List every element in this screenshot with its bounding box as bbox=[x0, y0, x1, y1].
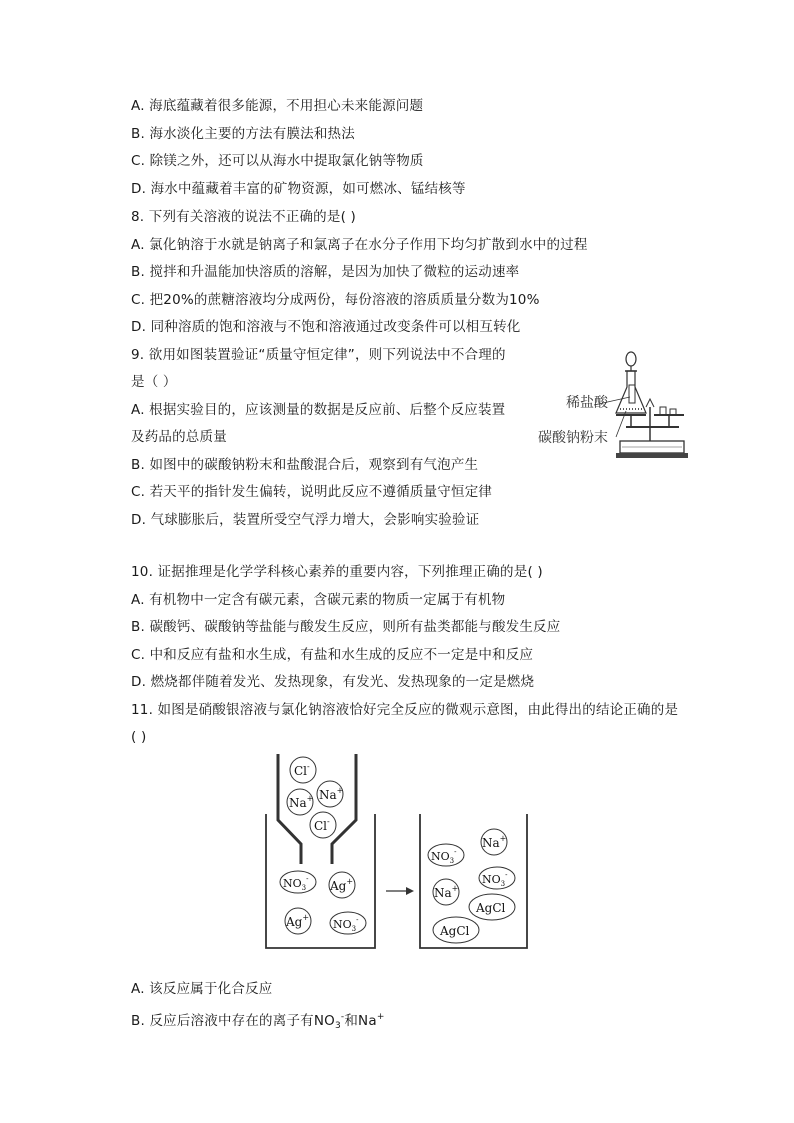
svg-text:Na+: Na+ bbox=[319, 786, 344, 802]
svg-text:NO3-: $NO_3^-$ bbox=[431, 848, 457, 865]
q9-figure bbox=[534, 347, 704, 465]
q9-option-d: D. 气球膨胀后，装置所受空气浮力增大，会影响实验验证 bbox=[131, 512, 480, 528]
q11-option-b-and: 和Na bbox=[344, 1013, 377, 1029]
balance-flask-diagram bbox=[534, 347, 704, 465]
right-beaker bbox=[420, 814, 527, 948]
q9-stem-line1: 9. 欲用如图装置验证“质量守恒定律”，则下列说法中不合理的 bbox=[131, 347, 506, 363]
q11-option-b-sub: 3 bbox=[334, 1021, 341, 1031]
label-sodium-carbonate: 碳酸钠粉末 bbox=[538, 430, 608, 446]
q11-option-b bbox=[131, 1008, 385, 1035]
q10-option-d: D. 燃烧都伴随着发光、发热现象，有发光、发热现象的一定是燃烧 bbox=[131, 674, 535, 690]
reaction-micro-diagram bbox=[262, 752, 532, 952]
svg-text:Ag+: Ag+ bbox=[330, 877, 354, 893]
q11-option-b-sup2: + bbox=[376, 1012, 385, 1022]
q11-stem-line2: ( ) bbox=[131, 729, 147, 745]
q8-option-d: D. 同种溶质的饱和溶液与不饱和溶液通过改变条件可以相互转化 bbox=[131, 319, 521, 335]
svg-text:NO3-: $NO_3^-$ bbox=[482, 871, 508, 888]
q8-option-c: C. 把20%的蔗糖溶液均分成两份，每份溶液的溶质质量分数为10% bbox=[131, 292, 540, 308]
dropper-right-wall bbox=[332, 754, 356, 864]
q10-option-c: C. 中和反应有盐和水生成，有盐和水生成的反应不一定是中和反应 bbox=[131, 647, 534, 663]
q9-option-a-line1: A. 根据实验目的，应该测量的数据是反应前、后整个反应装置 bbox=[131, 402, 506, 418]
svg-text:NO3-: $NO_3^-$ bbox=[333, 916, 359, 933]
flask-icon bbox=[616, 371, 646, 413]
q11-option-b-sup1: - bbox=[340, 1012, 345, 1022]
q9-option-a-line2: 及药品的总质量 bbox=[131, 429, 227, 445]
q7-option-d: D. 海水中蕴藏着丰富的矿物资源，如可燃冰、锰结核等 bbox=[131, 181, 466, 197]
balloon-icon bbox=[626, 352, 636, 366]
svg-text:AgCl: AgCl bbox=[476, 901, 506, 915]
q10-option-a: A. 有机物中一定含有碳元素，含碳元素的物质一定属于有机物 bbox=[131, 592, 506, 608]
q10-option-b: B. 碳酸钙、碳酸钠等盐能与酸发生反应，则所有盐类都能与酸发生反应 bbox=[131, 619, 561, 635]
q7-option-b: B. 海水淡化主要的方法有膜法和热法 bbox=[131, 126, 355, 142]
q10-stem: 10. 证据推理是化学学科核心素养的重要内容，下列推理正确的是( ) bbox=[131, 564, 543, 580]
q11-option-b-text: B. 反应后溶液中存在的离子有NO bbox=[131, 1013, 335, 1029]
svg-text:Ag+: Ag+ bbox=[286, 913, 310, 929]
q11-stem-line1: 11. 如图是硝酸银溶液与氯化钠溶液恰好完全反应的微观示意图，由此得出的结论正确的是 bbox=[131, 702, 679, 718]
q9-stem-line2: 是（ ） bbox=[131, 374, 177, 390]
q8-option-a: A. 氯化钠溶于水就是钠离子和氯离子在水分子作用下均匀扩散到水中的过程 bbox=[131, 237, 588, 253]
label-dilute-hcl: 稀盐酸 bbox=[566, 395, 608, 411]
svg-text:Cl-: Cl- bbox=[314, 817, 330, 833]
q11-figure bbox=[262, 752, 532, 952]
svg-text:Na+: Na+ bbox=[434, 884, 459, 900]
svg-text:AgCl: AgCl bbox=[440, 924, 470, 938]
q9-option-b: B. 如图中的碳酸钠粉末和盐酸混合后，观察到有气泡产生 bbox=[131, 457, 479, 473]
q7-option-c: C. 除镁之外，还可以从海水中提取氯化钠等物质 bbox=[131, 153, 424, 169]
q11-option-a: A. 该反应属于化合反应 bbox=[131, 981, 273, 997]
svg-text:Na+: Na+ bbox=[289, 794, 314, 810]
q7-option-a: A. 海底蕴藏着很多能源，不用担心未来能源问题 bbox=[131, 98, 424, 114]
q9-option-c: C. 若天平的指针发生偏转，说明此反应不遵循质量守恒定律 bbox=[131, 484, 493, 500]
q8-stem: 8. 下列有关溶液的说法不正确的是( ) bbox=[131, 209, 356, 225]
svg-text:Na+: Na+ bbox=[482, 834, 507, 850]
svg-text:NO3-: $NO_3^-$ bbox=[283, 875, 309, 892]
svg-text:Cl-: Cl- bbox=[294, 762, 310, 778]
q8-option-b: B. 搅拌和升温能加快溶质的溶解，是因为加快了微粒的运动速率 bbox=[131, 264, 520, 280]
